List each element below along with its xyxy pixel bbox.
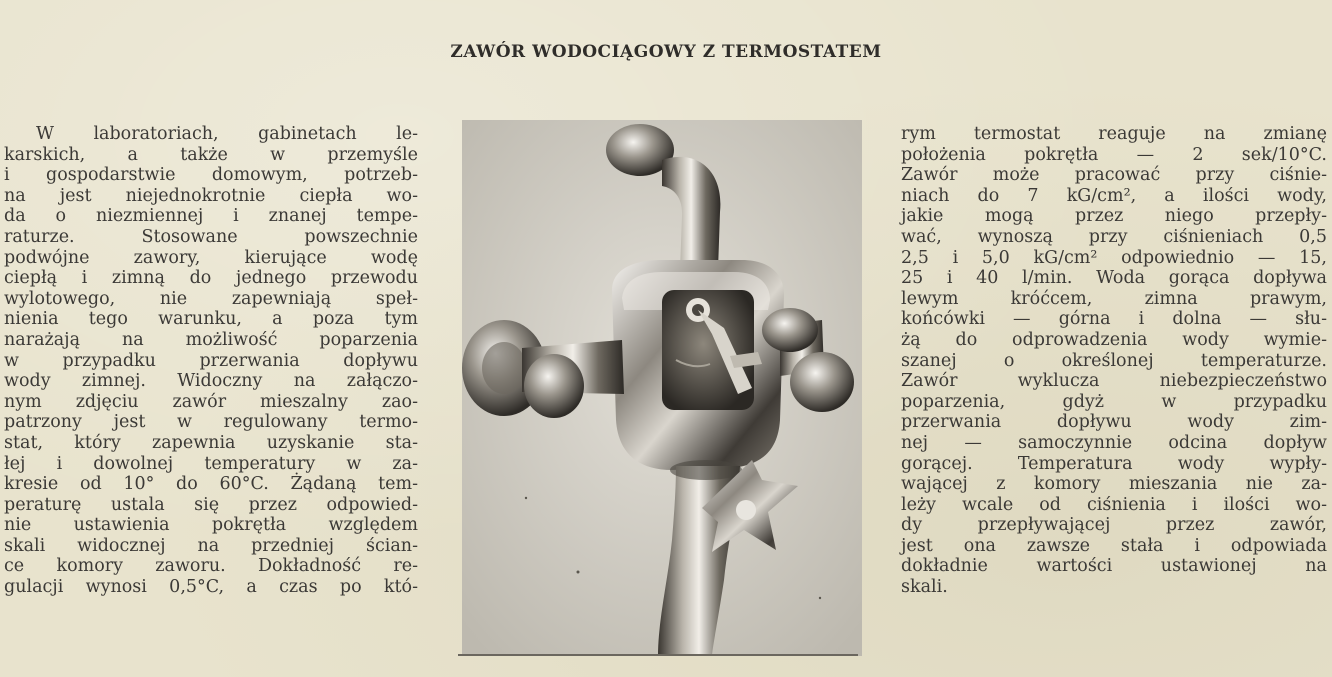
text-line: narażają na możliwość poparzenia xyxy=(4,329,418,350)
thermostat-valve-illustration xyxy=(462,120,862,656)
left-text-column xyxy=(4,124,418,598)
text-line: żą do odprowadzenia wody wymie- xyxy=(901,329,1327,350)
text-line: poparzenia, gdyż w przypadku xyxy=(901,391,1327,412)
text-line: nej — samoczynnie odcina dopływ xyxy=(901,432,1327,453)
text-line: jakie mogą przez niego przepły- xyxy=(901,206,1327,227)
text-line: Zawór wyklucza niebezpieczeństwo xyxy=(901,371,1327,392)
faucet-photo xyxy=(462,120,862,656)
text-line: skali widocznej na przedniej ścian- xyxy=(4,535,418,556)
text-line: wody zimnej. Widoczny na załączo- xyxy=(4,371,418,392)
text-line: dokładnie wartości ustawionej na xyxy=(901,556,1327,577)
text-line: nienia tego warunku, a poza tym xyxy=(4,309,418,330)
text-line: karskich, a także w przemyśle xyxy=(4,144,418,165)
text-line: nym zdjęciu zawór mieszalny zao- xyxy=(4,391,418,412)
article-title: ZAWÓR WODOCIĄGOWY Z TERMOSTATEM xyxy=(450,42,882,62)
text-line: kresie od 10° do 60°C. Żądaną tem- xyxy=(4,474,418,495)
text-line: stat, który zapewnia uzyskanie sta- xyxy=(4,432,418,453)
text-line: wającej z komory mieszania nie za- xyxy=(901,474,1327,495)
photo-bottom-edge xyxy=(458,654,858,656)
text-line: gulacji wynosi 0,5°C, a czas po któ- xyxy=(4,577,418,598)
text-line: peraturę ustala się przez odpowied- xyxy=(4,494,418,515)
text-line: łej i dowolnej temperatury w za- xyxy=(4,453,418,474)
text-line: nie ustawienia pokrętła względem xyxy=(4,515,418,536)
text-line: przerwania dopływu wody zim- xyxy=(901,412,1327,433)
text-line: raturze. Stosowane powszechnie xyxy=(4,226,418,247)
text-line: niach do 7 kG/cm², a ilości wody, xyxy=(901,185,1327,206)
text-line: rym termostat reaguje na zmianę xyxy=(901,124,1327,144)
text-line: położenia pokrętła — 2 sek/10°C. xyxy=(901,144,1327,165)
text-line: podwójne zawory, kierujące wodę xyxy=(4,247,418,268)
text-line: wylotowego, nie zapewniają speł- xyxy=(4,288,418,309)
right-text-column xyxy=(901,124,1327,598)
text-line: Zawór może pracować przy ciśnie- xyxy=(901,165,1327,186)
text-line: skali. xyxy=(901,577,948,598)
text-line: 25 i 40 l/min. Woda gorąca dopływa xyxy=(901,268,1327,289)
text-line: gorącej. Temperatura wody wypły- xyxy=(901,453,1327,474)
text-line: jest ona zawsze stała i odpowiada xyxy=(901,535,1327,556)
text-line: leży wcale od ciśnienia i ilości wo- xyxy=(901,494,1327,515)
text-line: w przypadku przerwania dopływu xyxy=(4,350,418,371)
text-line: 2,5 i 5,0 kG/cm² odpowiednio — 15, xyxy=(901,247,1327,268)
text-line: i gospodarstwie domowym, potrzeb- xyxy=(4,165,418,186)
text-line: wać, wynoszą przy ciśnieniach 0,5 xyxy=(901,226,1327,247)
text-line: ce komory zaworu. Dokładność re- xyxy=(4,556,418,577)
text-line: końcówki — górna i dolna — słu- xyxy=(901,309,1327,330)
text-line: patrzony jest w regulowany termo- xyxy=(4,412,418,433)
text-line: W laboratoriach, gabinetach le- xyxy=(36,124,418,144)
text-line: da o niezmiennej i znanej tempe- xyxy=(4,206,418,227)
text-line: lewym króćcem, zimna prawym, xyxy=(901,288,1327,309)
text-line: ciepłą i zimną do jednego przewodu xyxy=(4,268,418,289)
text-line: dy przepływającej przez zawór, xyxy=(901,515,1327,536)
text-line: na jest niejednokrotnie ciepła wo- xyxy=(4,185,418,206)
text-line: szanej o określonej temperaturze. xyxy=(901,350,1327,371)
